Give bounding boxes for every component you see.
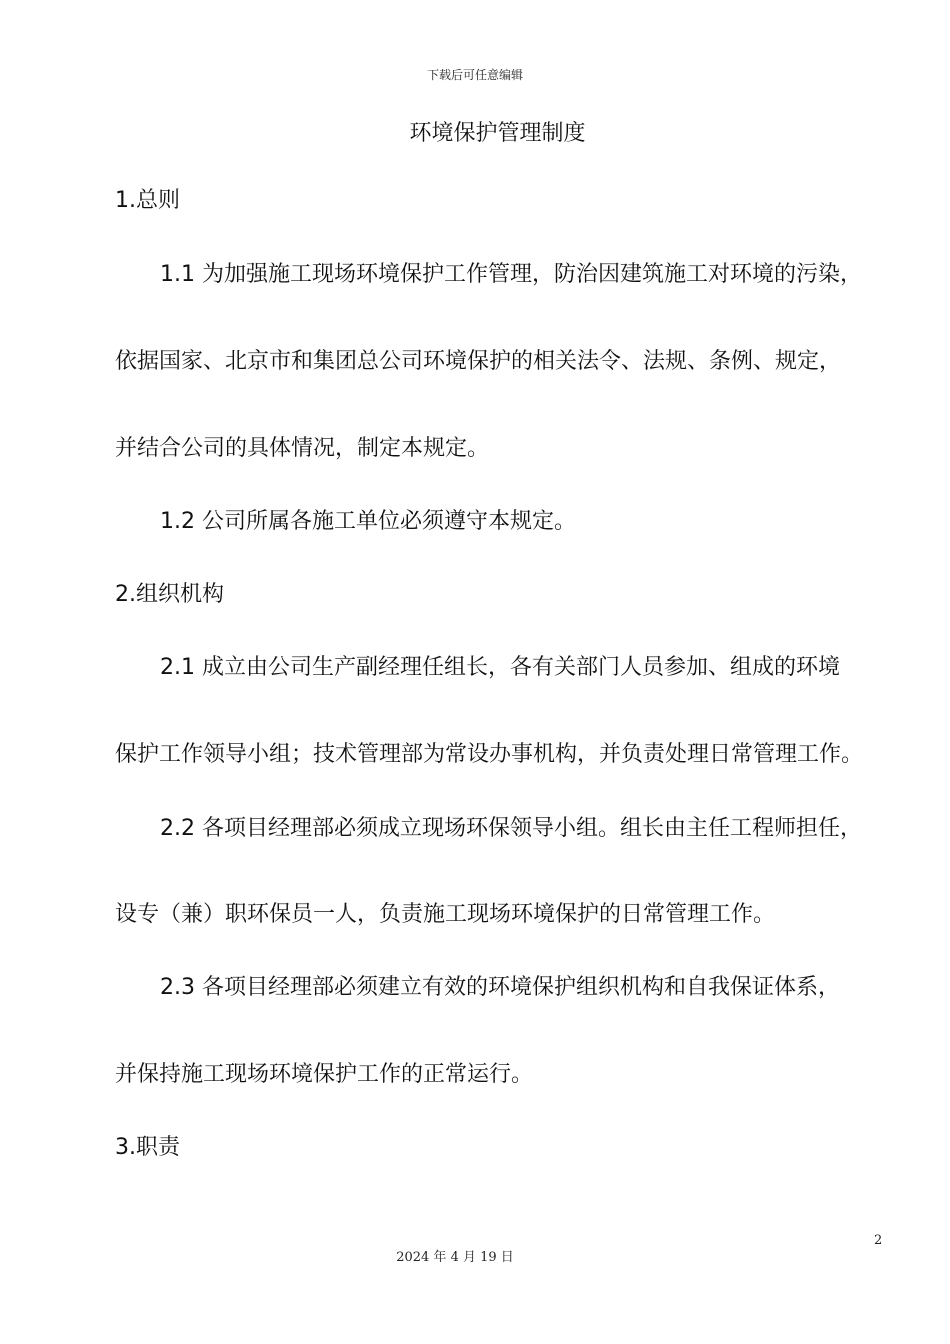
- paragraph-line: 并保持施工现场环境保护工作的正常运行。: [115, 1062, 534, 1087]
- paragraph-line: 1.2 公司所属各施工单位必须遵守本规定。: [160, 509, 576, 534]
- document-title: 环境保护管理制度: [409, 121, 586, 146]
- paragraph-line: 2.2 各项目经理部必须成立现场环保领导小组。组长由主任工程师担任，: [160, 816, 862, 841]
- paragraph-line: 2.3 各项目经理部必须建立有效的环境保护组织机构和自我保证体系，: [160, 975, 840, 1000]
- section-heading-organization: 2.组织机构: [115, 582, 224, 607]
- header-note: 下载后可任意编辑: [426, 68, 523, 82]
- paragraph-line: 依据国家、北京市和集团总公司环境保护的相关法令、法规、条例、规定，: [115, 349, 842, 374]
- paragraph-line: 2.1 成立由公司生产副经理任组长，各有关部门人员参加、组成的环境: [160, 655, 840, 680]
- paragraph-line: 并结合公司的具体情况，制定本规定。: [115, 436, 490, 461]
- paragraph-line: 保护工作领导小组；技术管理部为常设办事机构，并负责处理日常管理工作。: [115, 742, 864, 767]
- footer-date: 2024 年 4 月 19 日: [396, 1250, 514, 1265]
- paragraph-line: 设专（兼）职环保员一人，负责施工现场环境保护的日常管理工作。: [115, 902, 776, 927]
- section-heading-general: 1.总则: [115, 188, 180, 213]
- section-heading-duties: 3.职责: [115, 1135, 180, 1160]
- paragraph-line: 1.1 为加强施工现场环境保护工作管理，防治因建筑施工对环境的污染，: [160, 262, 862, 287]
- page-number: 2: [874, 1233, 883, 1248]
